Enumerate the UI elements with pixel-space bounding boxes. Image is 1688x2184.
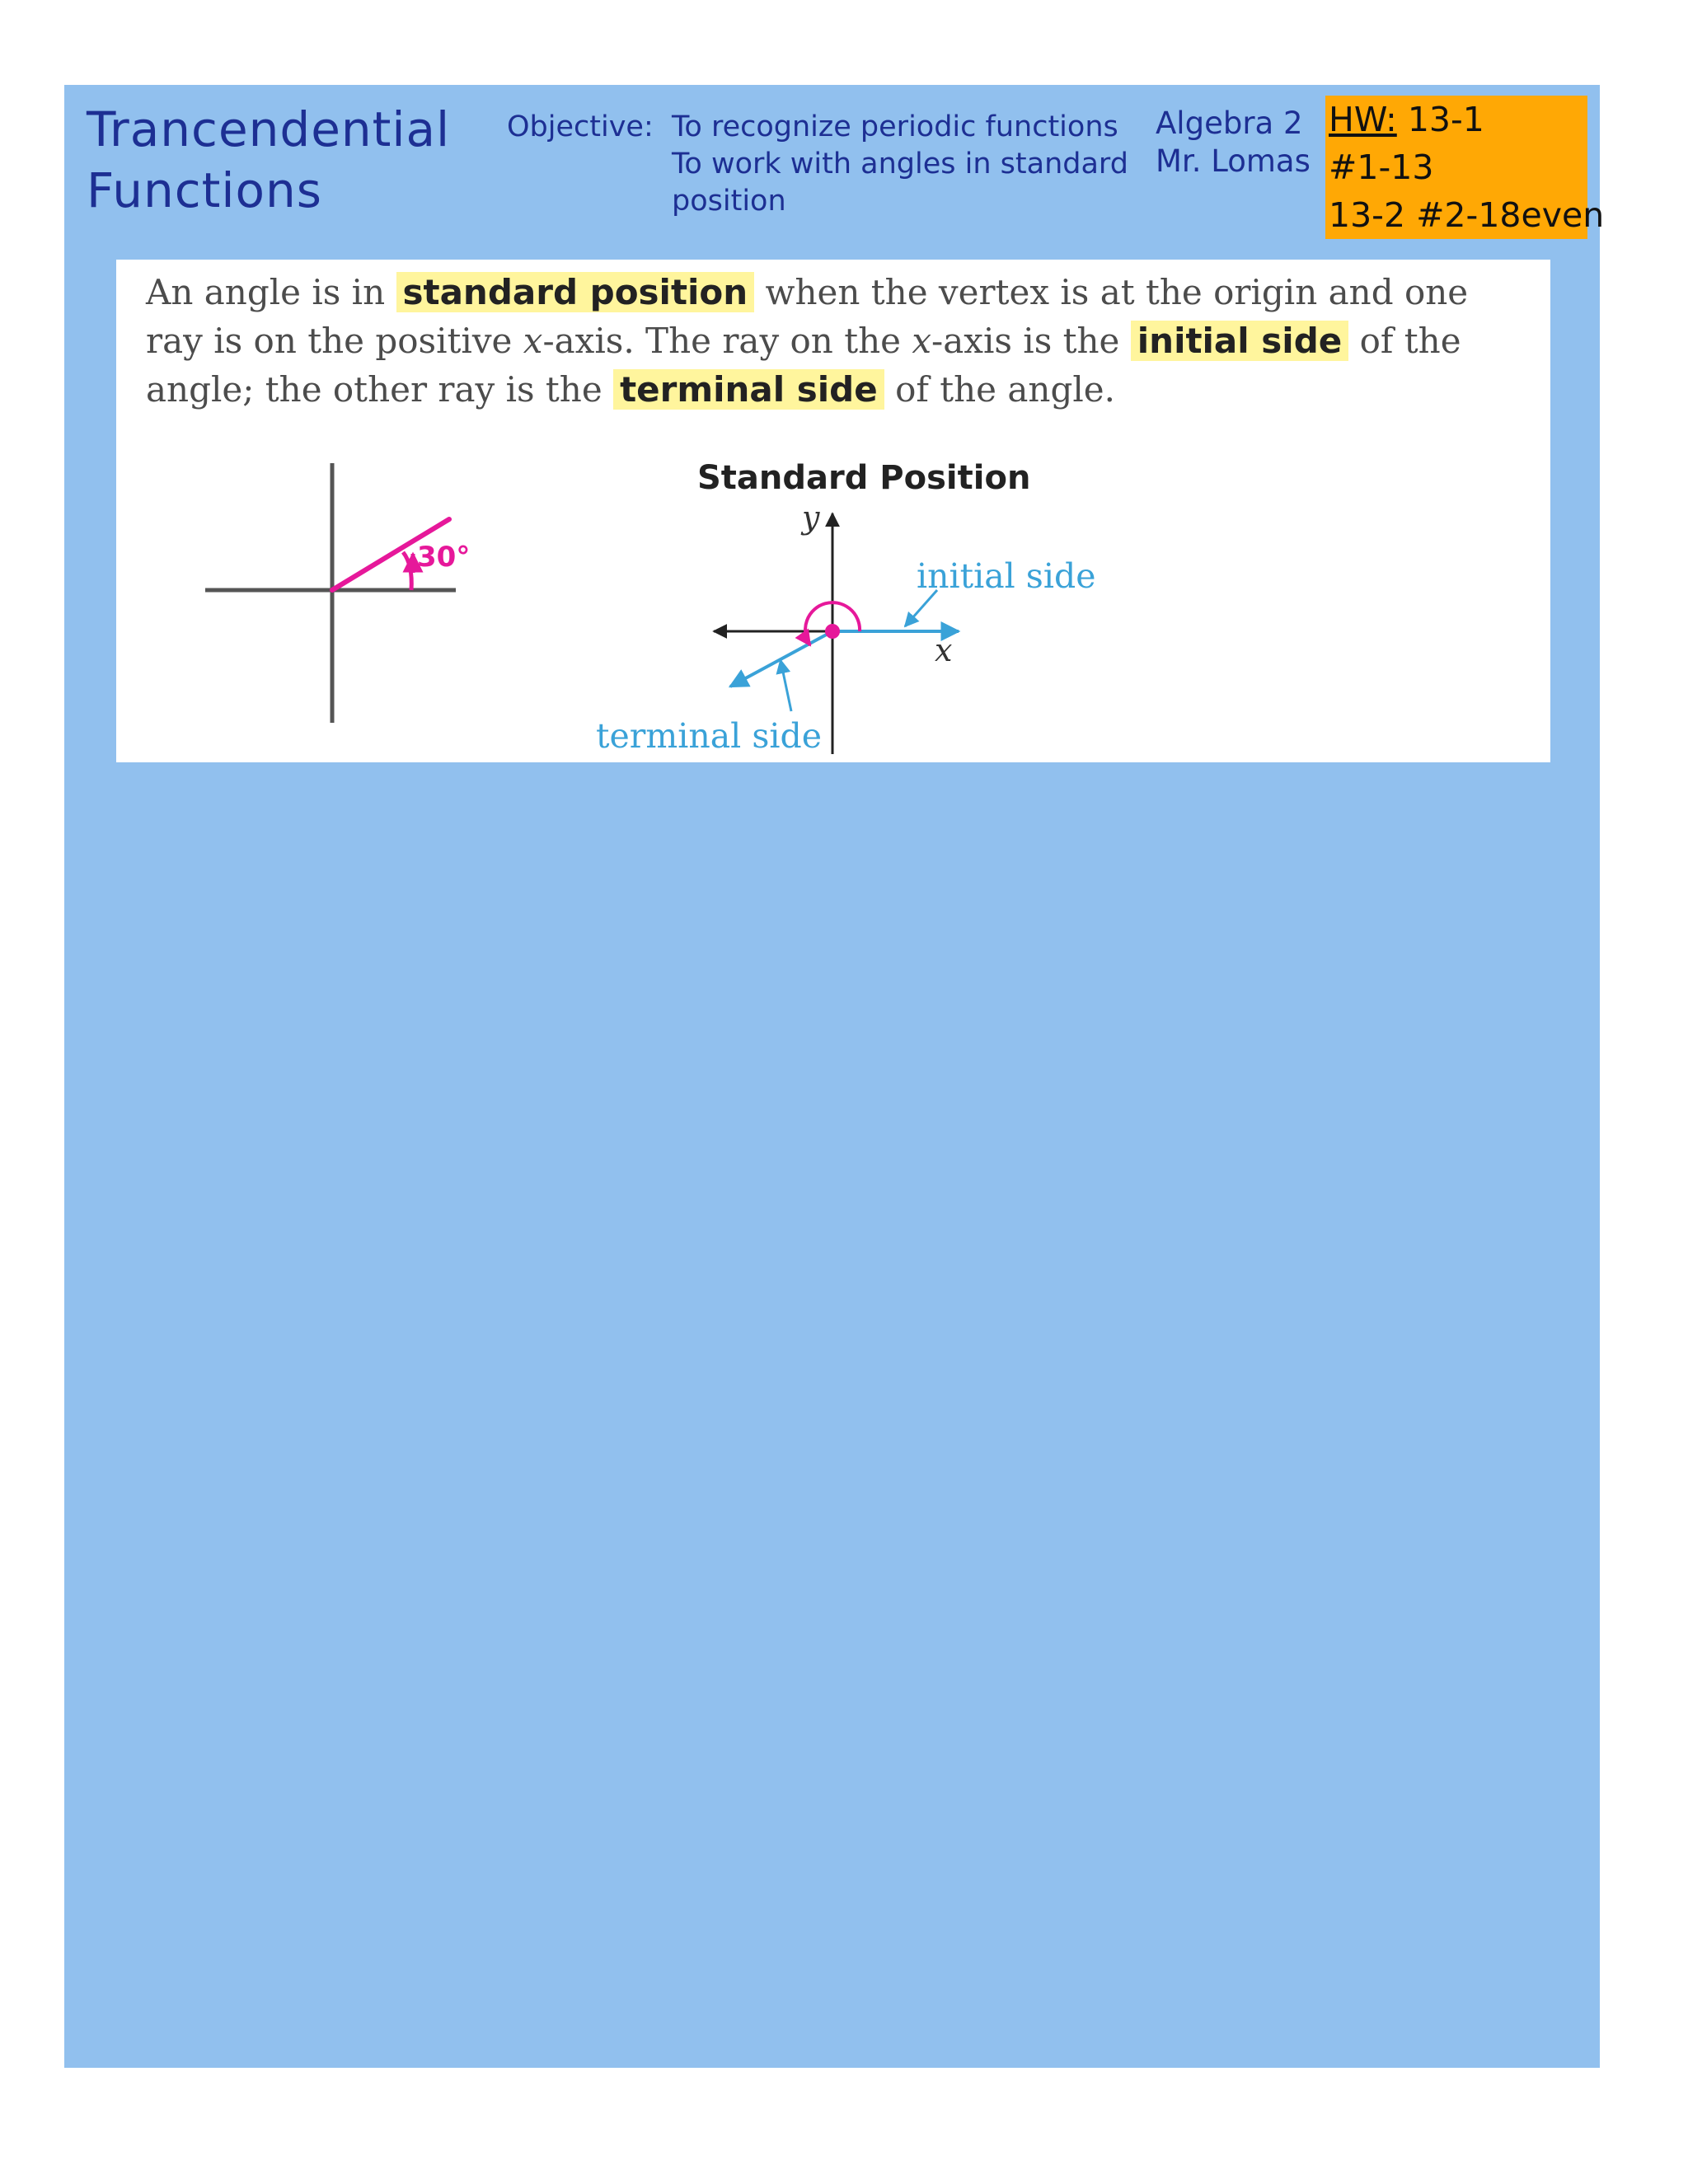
definition-text-6: of the angle. [884, 369, 1115, 410]
homework-line-1-text: 13-1 [1396, 100, 1484, 139]
course-info [1156, 105, 1311, 180]
term-initial-side: initial side [1131, 321, 1348, 361]
objective-line-2: To work with angles in standard [672, 148, 1128, 180]
title-line-2: Functions [87, 162, 322, 218]
course-name: Algebra 2 [1156, 105, 1303, 141]
content-card [116, 260, 1550, 762]
title-line-1: Trancendential [87, 101, 451, 157]
figure-title: Standard Position [697, 459, 1031, 497]
sketch-angle-label: 30° [417, 541, 471, 574]
definition-text-1: An angle is in [146, 272, 396, 312]
definition-text-4: -axis is the [931, 321, 1131, 361]
initial-side-label: initial side [917, 556, 1096, 596]
definition-text-2: when the vertex is at the origin and one ray is on the positive [146, 272, 1469, 361]
vertex-point [825, 624, 840, 639]
hand-sketch [205, 463, 470, 723]
objective-line-3: position [672, 185, 786, 218]
x-variable-1: x [523, 321, 543, 361]
sketch-angle-arc [403, 552, 411, 590]
terminal-side-ray [730, 631, 832, 687]
term-standard-position: standard position [396, 272, 755, 312]
homework-box [1325, 96, 1605, 239]
definition-text-5: of the angle; the other ray is the [146, 321, 1461, 410]
objective-list [672, 109, 1128, 220]
objective-label: Objective: [507, 110, 654, 143]
homework-line-1 [1329, 96, 1587, 143]
homework-line-2: #1-13 [1329, 148, 1434, 187]
definition-text-3: -axis. The ray on the [542, 321, 912, 361]
homework-line-3: 13-2 #2-18even [1329, 195, 1605, 235]
homework-label: HW: [1329, 100, 1397, 139]
y-axis-label: y [802, 499, 820, 536]
diagrams [116, 260, 1550, 762]
page-title [87, 99, 474, 221]
objective-line-1: To recognize periodic functions [672, 110, 1118, 143]
teacher-name: Mr. Lomas [1156, 143, 1311, 179]
standard-position-figure [596, 459, 1095, 756]
x-axis-label: x [935, 632, 953, 668]
terminal-side-pointer [781, 660, 791, 711]
terminal-side-label: terminal side [596, 716, 822, 756]
term-terminal-side: terminal side [613, 369, 884, 410]
x-variable-2: x [912, 321, 932, 361]
